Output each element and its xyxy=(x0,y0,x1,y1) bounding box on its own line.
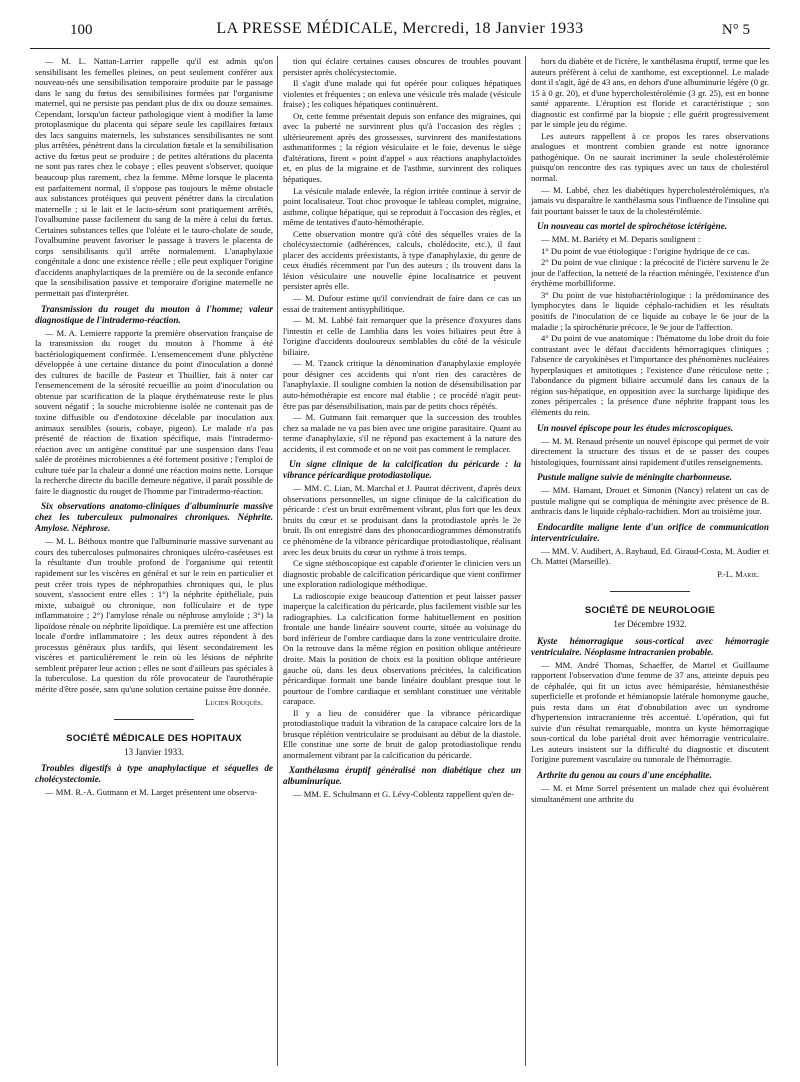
paragraph: — M. Labbé, chez les diabétiques hypercholestérolémiques, n'a jamais vu disparaître le xanthélasma sous l'influence de l'insuline qui fait pourtant baisser le taux de la cholestérolémie. xyxy=(531,184,769,216)
paragraph: — MM. V. Audibert, A. Raybaud, Ed. Giraud-Costa, M. Audier et Ch. Mattei (Marseille). xyxy=(531,545,769,567)
section-title: Troubles digestifs à type anaphylactique et séquelles de cholécystectomie. xyxy=(35,763,273,785)
paragraph: — MM. Hamant, Drouet et Simonin (Nancy) relatent un cas de pustule maligne qui se compliqua de méningite avec présence de B. anthracis dans le liquide céphalo-rachidien. Mort au troisième jour. xyxy=(531,485,769,517)
author-signature: Lucien Rouquès. xyxy=(205,696,263,707)
session-date: 13 Janvier 1933. xyxy=(124,746,184,757)
column-rule xyxy=(277,56,278,1066)
divider xyxy=(610,591,690,592)
page-number: 100 xyxy=(70,22,93,38)
paragraph: La radioscopie exige beaucoup d'attention et peut laisser passer inaperçue la calcification du péricarde, plus facilement visible sur les radiographies. La calcification forme habituellement en position frontale une bande linéaire souvent courte, située au voisinage du bord inférieur de l'ombre cardiaque dans la zone ventriculaire droite. On la retrouve dans la même région en position oblique antérieure droite. Mais la position de choix est la position oblique antérieure gauche où, dans les deux observations précitées, la calcification péricardique formait une bande linéaire doublant presque tout le pourtour de l'ombre cardiaque et semblant constituer une véritable carapace. xyxy=(283,590,521,707)
paragraph: 1° Du point de vue étiologique : l'origine hydrique de ce cas. xyxy=(541,245,750,256)
section-title: Xanthélasma éruptif généralisé non diabétique chez un albuminurique. xyxy=(283,765,521,787)
issue-number: N° 5 xyxy=(721,22,750,38)
paragraph: hors du diabète et de l'ictère, le xanthélasma éruptif, terme que les auteurs préfèrent à celui de xanthome, est exceptionnel. Le malade dont il s'agit, âgé de 43 ans, en dehors d'une albuminurie légère (0 gr. 15 à 0 gr. 20), et d'une hypercholestérolémie (3 gr. 25), est en bonne santé apparente. L'éruption est floride et caractéristique ; son diagnostic est confirmé par la biopsie ; elle guérit progressivement par le simple jeu du régime. xyxy=(531,56,769,130)
paragraph: — MM. R.-A. Gutmann et M. Larget présentent une observa- xyxy=(45,787,258,798)
section-title: Six observations anatomo-cliniques d'albuminurie massive chez les tuberculeux pulmonaires chroniques. Néphrite. Amylose. Néphrose. xyxy=(35,501,273,534)
paragraph: Les auteurs rappellent à ce propos les rares observations analogues et montrent combien grande est notre ignorance pathogénique. On ne saurait incriminer la seule cholestérolémie puisqu'on rencontre des cas typiques avec un taux de cholestérol normal. xyxy=(531,130,769,184)
paragraph: — M. et Mme Sorrel présentent un malade chez qui évoluèrent simultanément une arthrite du xyxy=(531,782,769,804)
paragraph: 3° Du point de vue histobactériologique : la prédominance des lymphocytes dans le liquide céphalo-rachidien et les résultats positifs de l'inoculation de ce liquide au cobaye le 6e jour de la maladie ; la spirochéturie précoce, le 9e jour de l'affection. xyxy=(531,289,769,332)
paragraph: — MM. C. Lian, M. Marchal et J. Pautrat décrivent, d'après deux observations personnelles, un signe clinique de la calcification du péricarde : c'est un bruit extrêmement vibrant, plus fort que les deux bruits du cœur et se produisant dans la protodiastole après le 2e bruit. Ils ont enregistré dans des phonocardiogrammes démonstratifs ce phénomène de la vibrance péricardique protodiastolique, réalisant avec les deux bruits du cœur un rythme à trois temps. xyxy=(283,483,521,557)
section-title: Pustule maligne suivie de méningite charbonneuse. xyxy=(537,472,732,483)
paragraph: Or, cette femme présentait depuis son enfance des migraines, qui avec la puberté ne survinrent plus qu'à l'occasion des règles ; ultérieurement après des grossesses, survinrent des manifestations asthmatiformes ; la région vésiculaire et le foie, devenus le siège d'altérations, firent « point d'appel » aux réactions anaphylactoïdes et, en plus de la migraine et de l'asthme, survinrent des coliques hépatiques. xyxy=(283,110,521,185)
paragraph: — M. L. Béthoux montre que l'albuminurie massive survenant au cours des tuberculoses pulmonaires chroniques ulcéro-caséeuses est la résultante d'un trouble profond de l'organisme qui retentit rapidement sur les viscères en général et sur le rein en particulier et peut créer trois types de néphropathies chroniques qui, le plus souvent, s'associent entre elles : 1°) la néphrite épithéliale, puis mixte, subaiguë ou chronique, non folliculaire et de type inflammatoire ; 2°) l'amylose rénale ou néphrose amyloïde ; 3°) la lipoïdose rénale ou néphrite lipoïdique. La première est une affection locale d'ordre inflammatoire ; les deux autres répondent à des processus généraux plus tardifs, qui lèsent secondairement les viscères et particulièrement le rein où les lésions de néphrite semblent préparer leur action ; elles ne sont d'ailleurs pas spéciales à la tuberculose. La question du rôle provocateur de l'aurothérapie mérite d'être posée, sans qu'une solution certaine puisse être donnée. xyxy=(35,536,273,694)
column-middle xyxy=(283,56,521,1066)
section-title: Un nouveau cas mortel de spirochétose ictérigène. xyxy=(537,221,728,232)
paragraph: — M. L. Nattan-Larrier rappelle qu'il est admis qu'on sensibilisant les femelles pleines, on peut seulement conférer aux nouveau-nés une sensibilisation temporaire produite par le passage dans le sang du fœtus des sensibilisines formées par l'organisme maternel, qui ne persiste pas pendant plus de dix ou douze semaines. Cependant, lorsqu'un facteur pathologique vient à modifier la lame protoplasmique du placenta qui sépare seule les capillaires fœtaux des lacs sanguins maternels, les substances sensibilisantes ne sont plus arrêtées, pénètrent dans la circulation fœtale et la sensibilisation active du fœtus peut se produire ; de petites altérations du placenta ne sont pas rares chez le cobaye ; elles peuvent s'observer, quoique beaucoup plus rarement, chez la femme. Même lorsque le placenta est parfaitement normal, il s'oppose pas toujours le même obstacle aux substances protéiques qui peuvent pénétrer dans la circulation maternelle ; si le lait et le lacto-sérum sont pratiquement arrêtés, l'ovalbumine passe facilement du sang de la mère à celui du fœtus. Certaines substances telles que l'oléate et le tauro-cholate de soude, l'ovalbumine peuvent favoriser le passage à travers le placenta de corps sensibilisants qu'il arrête normalement. L'anaphylaxie congénitale a donc une existence réelle ; elle peut expliquer l'origine d'accidents anaphylactiques de la première ou de la seconde enfance que la sensibilisation passive et temporaire d'origine maternelle ne permettait pas d'interpréter. xyxy=(35,56,273,299)
page-header xyxy=(30,18,770,49)
paragraph: Il s'agit d'une malade qui fut opérée pour coliques hépatiques violentes et fréquentes ; on enleva une vésicule très malade (vésicule fraise) ; les coliques hépatiques continuèrent. xyxy=(283,78,521,110)
paragraph: Ce signe stéthoscopique est capable d'orienter le clinicien vers un diagnostic probable de calcification péricardique que vient confirmer une exploration radiologique méthodique. xyxy=(283,558,521,590)
column-rule xyxy=(525,56,526,1066)
author-signature: P.-L. Marie. xyxy=(717,568,759,579)
section-title: Un nouvel épiscope pour les études microscopiques. xyxy=(537,422,734,433)
journal-title: LA PRESSE MÉDICALE, Mercredi, 18 Janvier 1933 xyxy=(216,20,584,37)
paragraph: tion qui éclaire certaines causes obscures de troubles pouvant persister après cholécystectomie. xyxy=(283,56,521,77)
divider xyxy=(114,719,194,720)
section-title: Transmission du rouget du mouton à l'homme; valeur diagnostique de l'intradermo-réaction. xyxy=(35,303,273,325)
paragraph: — M. M. Renaud présente un nouvel épiscope qui permet de voir directement la structure des tissus et de se passer des coupes histologiques, fournissant ainsi rapidement d'utiles renseignements. xyxy=(531,435,769,467)
paragraph: — MM. André Thomas, Schaeffer, de Martel et Guillaume rapportent l'observation d'une femme de 37 ans, atteinte depuis peu de céphalée, qui fit un ictus avec hémiparésie, hémianesthésie superficielle et profonde et hémianopsie latérale homonyme gauche, puis resta dans un état d'obnubilation avec un syndrome d'hypertension intracranienne très accentué. L'opération, qui fut suivie d'un résultat remarquable, montra un kyste hémorragique sous-cortical du lobe pariétal droit avec hémorragie ventriculaire. Les auteurs insistent sur la difficulté du diagnostic et discutent l'origine purement vasculaire ou tumorale de l'hémorragie. xyxy=(531,659,769,765)
paragraph: — MM. E. Schulmann et G. Lévy-Coblentz rappellent qu'en de- xyxy=(293,789,515,800)
section-title: Endocardite maligne lente d'un orifice de communication interventriculaire. xyxy=(531,521,769,543)
column-left xyxy=(35,56,273,1066)
paragraph: Cette observation montre qu'à côté des séquelles vraies de la cholécystectomie (adhérences, calculs, cholédocite, etc.), il faut placer des accidents préexistants, à type d'anaphylaxie, du genre de ceux étudiés récemment par l'un des auteurs ; ils trouvent dans la lésion vésiculaire une nouvelle épine localisatrice et peuvent persister après elle. xyxy=(283,228,521,292)
paragraph: 4° Du point de vue anatomique : l'hématome du lobe droit du foie contrastant avec le défaut d'accidents hémorragiques cliniques ; l'absence de caryokinèses et l'importance des phénomènes nucléaires hyperplasiques et amitotiques ; l'existence d'une réticulose nette ; l'abondance du pigment biliaire accumulé dans les canaux de la région sus-hépatique, en opposition avec la surcharge lipidique des zones péripercales ; la présence d'une néphrite frappant tous les éléments du rein. xyxy=(531,333,769,417)
paragraph: — M. Gutmann fait remarquer que la succession des troubles chez sa malade ne va pas bien avec une origine parasitaire. Quant au terme d'anaphylaxie, s'il ne répond pas exactement à la nature des accidents, il est commode et on ne voit pas comment le remplacer. xyxy=(283,412,521,454)
paragraph: Il y a lieu de considérer que la vibrance péricardique protodiastolique traduit la vibration de la carapace calcaire lors de la brusque réplétion ventriculaire se produisant au début de la diastole. Elle constitue une sorte de bruit de galop protodiastolique rendu anormalement vibrant par la calcification du péricarde. xyxy=(283,707,521,760)
column-right xyxy=(531,56,769,1066)
section-title: Kyste hémorragique sous-cortical avec hémorragie ventriculaire. Néoplasme intracranien probable. xyxy=(531,635,769,657)
paragraph: La vésicule malade enlevée, la région irritée continue à servir de point localisateur. Tout choc provoque le tableau complet, migraine, asthme, colique hépatique, qui se reproduit à l'occasion des règles, et même de tentatives d'auto-hémothérapie. xyxy=(283,185,521,228)
paragraph: — MM. M. Bariéty et M. Deparis soulignent : xyxy=(541,234,701,245)
section-title: Arthrite du genou au cours d'une encéphalite. xyxy=(537,769,712,780)
paragraph: — M. A. Lemierre rapporte la première observation française de la transmission du rouget du mouton à l'homme à été bactériologiquement confirmée. L'ensemencement d'une phlyctène développée à une certaine distance du point d'inoculation a donné des cultures de bacille de Pasteur et Thuillier, fait à noter car l'ensemencement de la sérosité recueillie au point d'inoculation ou obtenue par scarification de la plaque érythémateuse reste le plus souvent négatif ; la souche microbienne isolée ne contenait pas de toxine diffusible ou d'endotoxine décelable par inoculation aux animaux sensibles (souris, cobaye, pigeon). Le malade n'a pas présenté de réaction de fixation spécifique, mais l'intradermo-réaction avec un antigène constitué par une suspension dans l'eau salée de protéines microbiennes a été fortement positive ; l'emploi de culture tuée par la chaleur a donné une réaction moins nette. Lorsque la recherche directe du bacille demeure négative, il paraît possible de faire le diagnostic du rouget de l'homme par l'intradermo-réaction. xyxy=(35,327,273,496)
paragraph: 2° Du point de vue clinique : la précocité de l'ictère survenu le 2e jour de l'affection, la netteté de la réaction méningée, l'existence d'un érythème morbilliforme. xyxy=(531,257,769,289)
society-heading: SOCIÉTÉ DE NEUROLOGIE xyxy=(584,605,716,617)
society-heading: SOCIÉTÉ MÉDICALE DES HOPITAUX xyxy=(66,733,242,745)
session-date: 1er Décembre 1932. xyxy=(613,618,687,629)
paragraph: — M. Tzanck critique la dénomination d'anaphylaxie employée pour désigner ces accidents qui n'ont rien des caractères de l'anaphylaxie. Il souligne combien la notion de désensibilisation par auto-hémothérapie est encore mal établie ; ce procédé n'agit peut-être pas par désensibilisation, mais par de petits chocs répétés. xyxy=(283,358,521,411)
paragraph: — M. M. Labbé fait remarquer que la présence d'oxyures dans l'intestin et celle de Lamblia dans les voies biliaires peut être à l'origine d'accidents douloureux semblables du côté de la vésicule biliaire. xyxy=(283,315,521,357)
paragraph: — M. Dufour estime qu'il conviendrait de faire dans ce cas un essai de traitement antisyphilitique. xyxy=(283,293,521,314)
section-title: Un signe clinique de la calcification du péricarde : la vibrance péricardique protodiastolique. xyxy=(283,459,521,481)
